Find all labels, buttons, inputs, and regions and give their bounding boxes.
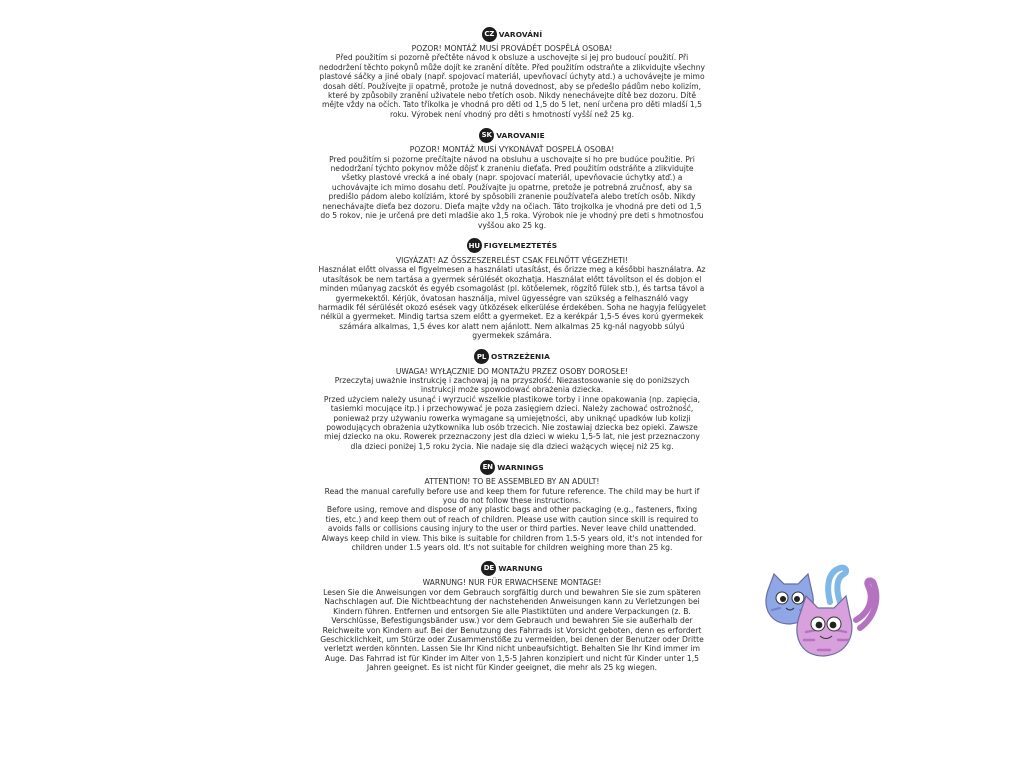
section-heading xyxy=(318,348,706,366)
language-badge-cz: CZ xyxy=(482,27,497,42)
section-hu xyxy=(318,237,706,341)
language-badge-pl: PL xyxy=(474,349,489,364)
two-cats-illustration xyxy=(760,562,880,662)
warning-paragraph: Használat előtt olvassa el figyelmesen a használati utasítást, és őrizze meg a későbbi használatra. Az utasítások be nem tartása a gyermek sérülését okozhatja. Használat előtt távolítson el és dobjon el minden műanyag zacskót és egyéb csomagolást (pl. kötőelemek, rögzítő fülek stb.), és tartsa távol a gyermekektől. Kérjük, óvatosan használja, mivel ügyességre van szükség a felhasználó vagy harmadik fél sérülését okozó esések vagy ütközések elkerülése érdekében. Soha ne hagyja felügyelet nélkül a gyermeket. Mindig tartsa szem előtt a gyermeket. Ez a kerékpár 1,5-5 éves korú gyermekek számára alkalmas, 1,5 éves kor alatt nem ajánlott. Nem alkalmas 25 kg-nál nagyobb súlyú gyermekek számára. xyxy=(318,265,706,341)
section-heading xyxy=(318,458,706,476)
section-heading xyxy=(318,559,706,577)
section-title: WARNUNG xyxy=(498,563,543,573)
section-title: OSTRZEŻENIA xyxy=(491,352,550,362)
caution-line: ATTENTION! TO BE ASSEMBLED BY AN ADULT! xyxy=(424,477,600,487)
warning-paragraph: Before using, remove and dispose of any plastic bags and other packaging (e.g., fasteners, fixing ties, etc.) and keep them out of reach of children. Please use with caution since skill is required to avoids falls or collisions causing injury to the user or third parties. Never leave child unattended. Always keep child in view. This bike is suitable for children from 1.5-5 years old, it's not intended for children under 1.5 years old. It's not suitable for children weighing more than 25 kg. xyxy=(321,505,703,553)
section-heading xyxy=(318,126,706,144)
section-sk xyxy=(318,126,706,230)
warnings-column xyxy=(318,25,706,680)
section-title: WARNINGS xyxy=(497,462,544,472)
section-en xyxy=(318,458,706,552)
section-pl xyxy=(318,348,706,452)
blue-cat-tail xyxy=(828,568,846,602)
warning-paragraph: Lesen Sie die Anweisungen vor dem Gebrauch sorgfältig durch und bewahren Sie sie zum späteren Nachschlagen auf. Die Nichtbeachtung der nachstehenden Anweisungen kann zu Verletzungen bei Kindern führen. Entfernen und entsorgen Sie alle Plastiktüten und andere Verpackungen (z. B. Verschlüsse, Befestigungsbänder usw.) vor dem Gebrauch und bewahren Sie sie außerhalb der Reichweite von Kindern auf. Bei der Benutzung des Fahrrads ist Vorsicht geboten, denn es erfordert Geschicklichkeit, um Stürze oder Zusammenstöße zu vermeiden, bei denen der Benutzer oder Dritte verletzt werden könnten. Lassen Sie Ihr Kind nicht unbeaufsichtigt. Behalten Sie Ihr Kind immer im Auge. Das Fahrrad ist für Kinder im Alter von 1,5-5 Jahren konzipiert und nicht für Kinder unter 1,5 Jahren geeignet. Es ist nicht für Kinder geeignet, die mehr als 25 kg wiegen. xyxy=(320,587,704,673)
language-badge-sk: SK xyxy=(479,128,494,143)
language-badge-de: DE xyxy=(481,561,496,576)
warning-paragraph: Przeczytaj uważnie instrukcję i zachowaj ją na przyszłość. Niezastosowanie się do poniższych instrukcji może spowodować obrażenia dziecka. xyxy=(334,375,690,395)
warning-paragraph: Read the manual carefully before use and keep them for future reference. The child may be hurt if you do not follow these instructions. xyxy=(324,486,700,506)
caution-line: UWAGA! WYŁĄCZNIE DO MONTAŻU PRZEZ OSOBY DOROSŁE! xyxy=(395,366,629,376)
caution-line: VIGYÁZAT! AZ ÖSSZESZERELÉST CSAK FELNŐTT VÉGEZHETI! xyxy=(395,255,629,265)
pink-cat xyxy=(797,596,852,656)
language-badge-en: EN xyxy=(480,460,495,475)
pink-cat-tail xyxy=(856,580,876,628)
warning-paragraph: Przed użyciem należy usunąć i wyrzucić wszelkie plastikowe torby i inne opakowania (np. zapięcia, tasiemki mocujące itp.) i przechowywać je poza zasięgiem dzieci. Należy zachować ostrożność, ponieważ przy używaniu rowerka wymagane są umiejętności, aby uniknąć upadków lub kolizji powodujących obrażenia użytkownika lub osób trzecich. Nie zostawiaj dziecka bez opieki. Zawsze miej dziecko na oku. Rowerek przeznaczony jest dla dzieci w wieku 1,5-5 lat, nie jest przeznaczony dla dzieci poniżej 1,5 roku życia. Nie nadaje się dla dzieci ważących więcej niż 25 kg. xyxy=(323,394,701,451)
section-heading xyxy=(318,25,706,43)
language-badge-hu: HU xyxy=(467,238,482,253)
warning-paragraph: Pred použitím si pozorne prečítajte návod na obsluhu a uschovajte si ho pre budúce použitie. Pri nedodržaní týchto pokynov môže dôjsť k zraneniu dieťaťa. Pred použitím odstráňte a zlikvidujte všetky plastové vrecká a iné obaly (napr. spojovací materiál, upevňovacie úchytky atď.) a uchovávajte ich mimo dosahu detí. Používajte ju opatrne, pretože je potrebná zručnosť, aby sa predišlo pádom alebo kolíziám, ktoré by spôsobili zranenie používateľa alebo tretích osôb. Nikdy nenechávajte dieťa bez dozoru. Dieťa majte vždy na očiach. Táto trojkolka je vhodná pre deti od 1,5 do 5 rokov, nie je určená pre deti mladšie ako 1,5 roka. Výrobok nie je vhodný pre deti s hmotnosťou vyššou ako 25 kg. xyxy=(320,154,704,230)
warning-paragraph: Před použitím si pozorně přečtěte návod k obsluze a uschovejte si jej pro budoucí použití. Při nedodržení těchto pokynů může dojít ke zranění dítěte. Před použitím odstraňte a zlikvidujte všechny plastové sáčky a jiné obaly (např. spojovací materiál, upevňovací úchyty atd.) a uchovávejte je mimo dosah dětí. Používejte ji opatrně, protože je nutná dovednost, aby se předešlo pádům nebo kolizím, které by způsobily zranění uživatele nebo třetích osob. Nikdy nenechávejte dítě bez dozoru. Dítě mějte vždy na očích. Tato tříkolka je vhodná pro děti od 1,5 do 5 let, není určena pro děti mladší 1,5 roku. Výrobek není vhodný pro děti s hmotností vyšší než 25 kg. xyxy=(318,53,706,119)
section-title: VAROVÁNÍ xyxy=(498,29,543,39)
section-title: FIGYELMEZTETÉS xyxy=(483,241,558,251)
caution-line: POZOR! MONTÁŽ MUSÍ PROVÁDĚT DOSPĚLÁ OSOBA! xyxy=(411,44,613,53)
section-heading xyxy=(318,237,706,255)
section-cz xyxy=(318,25,706,119)
section-title: VAROVANIE xyxy=(496,130,545,140)
section-de xyxy=(318,559,706,672)
caution-line: WARNUNG! NUR FÜR ERWACHSENE MONTAGE! xyxy=(422,578,602,588)
caution-line: POZOR! MONTÁŽ MUSÍ VYKONÁVAŤ DOSPELÁ OSOBA! xyxy=(409,145,615,155)
